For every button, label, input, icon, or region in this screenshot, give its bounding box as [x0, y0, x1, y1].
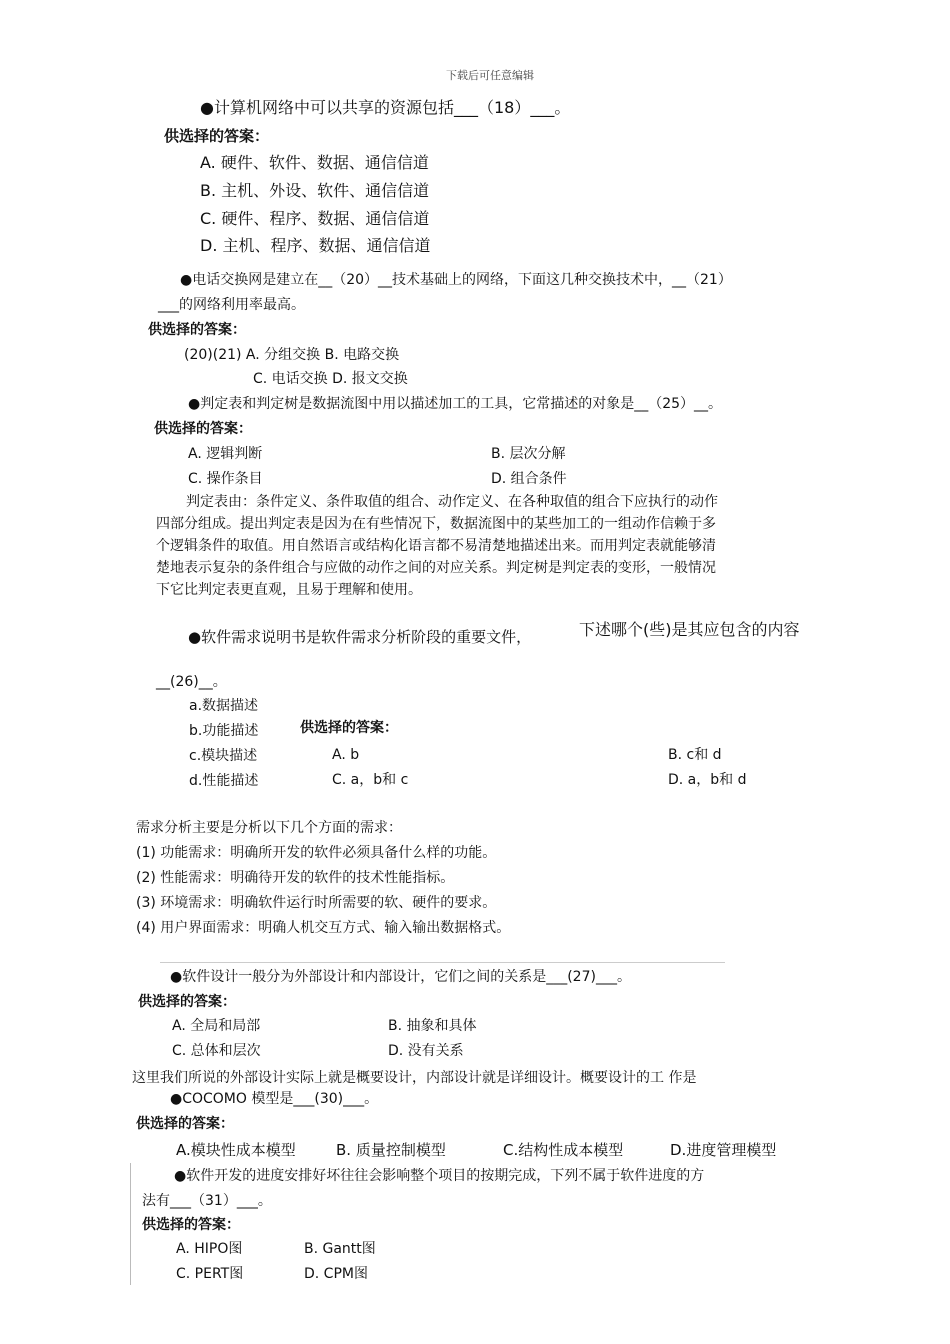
option-d: D.进度管理模型	[670, 1141, 777, 1159]
item-a: a.数据描述	[189, 698, 259, 714]
requirement-item: (4) 用户界面需求：明确人机交互方式、输入输出数据格式。	[136, 920, 511, 936]
question-26-line2: __(26)__。	[156, 674, 227, 690]
question-26-part1: ●软件需求说明书是软件需求分析阶段的重要文件，	[188, 628, 532, 646]
question-31-line1: ●软件开发的进度安排好坏往往会影响整个项目的按期完成，下列不属于软件进度的方	[174, 1168, 705, 1184]
explanation-line: 判定表由：条件定义、条件取值的组合、动作定义、在各种取值的组合下应执行的动作	[186, 494, 718, 510]
option-d: D. CPM图	[304, 1266, 368, 1282]
option-c: C. 硬件、程序、数据、通信信道	[200, 209, 430, 228]
answers-label: 供选择的答案：	[300, 720, 398, 736]
option-b: B. Gantt图	[304, 1241, 376, 1257]
question-20-21-line2: ___的网络利用率最高。	[158, 297, 305, 313]
answers-label: 供选择的答案：	[138, 994, 236, 1010]
option-b: B. c和 d	[668, 747, 722, 763]
option-d: D. 主机、程序、数据、通信信道	[200, 236, 431, 255]
option-a: A. 逻辑判断	[188, 446, 263, 462]
explanation-line: 四部分组成。提出判定表是因为在有些情况下，数据流图中的某些加工的一组动作信赖于多	[156, 516, 716, 532]
option-a: A. HIPO图	[176, 1241, 243, 1257]
explanation-line: 楚地表示复杂的条件组合与应做的动作之间的对应关系。判定树是判定表的变形，一般情况	[156, 560, 716, 576]
question-20-21-line1: ●电话交换网是建立在__（20）__技术基础上的网络，下面这几种交换技术中，__（21）	[180, 272, 732, 288]
option-c: C. 总体和层次	[172, 1043, 261, 1059]
answers-label: 供选择的答案：	[148, 322, 246, 338]
question-30: ●COCOMO 模型是___(30)___。	[170, 1091, 379, 1107]
item-c: c.模块描述	[189, 748, 258, 764]
requirements-intro: 需求分析主要是分析以下几个方面的需求：	[136, 820, 402, 836]
option-d: D. 没有关系	[388, 1043, 464, 1059]
answers-label: 供选择的答案：	[164, 127, 270, 145]
requirement-item: (2) 性能需求：明确待开发的软件的技术性能指标。	[136, 870, 455, 886]
requirement-item: (3) 环境需求：明确软件运行时所需要的软、硬件的要求。	[136, 895, 497, 911]
margin-line	[130, 1163, 131, 1285]
answers-label: 供选择的答案：	[142, 1217, 240, 1233]
question-25: ●判定表和判定树是数据流图中用以描述加工的工具，它常描述的对象是__（25）__。	[188, 396, 723, 412]
question-26-part2: 下述哪个(些)是其应包含的内容	[579, 620, 800, 639]
option-c: C. PERT图	[176, 1266, 244, 1282]
option-b: B. 质量控制模型	[336, 1141, 446, 1159]
option-b: B. 抽象和具体	[388, 1018, 477, 1034]
option-d: D. 组合条件	[491, 471, 567, 487]
option-a: A. 全局和局部	[172, 1018, 261, 1034]
explanation-line: 下它比判定表更直观，且易于理解和使用。	[156, 582, 422, 598]
question-27: ●软件设计一般分为外部设计和内部设计，它们之间的关系是___(27)___。	[170, 969, 631, 985]
option-d: D. a，b和 d	[668, 772, 747, 788]
options-line2: C. 电话交换 D. 报文交换	[253, 371, 408, 387]
option-a: A. 硬件、软件、数据、通信信道	[200, 153, 429, 172]
option-a: A.模块性成本模型	[176, 1141, 296, 1159]
options-line1: (20)(21) A. 分组交换 B. 电路交换	[184, 347, 400, 363]
option-c: C.结构性成本模型	[503, 1141, 624, 1159]
explanation-line: 个逻辑条件的取值。用自然语言或结构化语言都不易清楚地描述出来。而用判定表就能够清	[156, 538, 716, 554]
answers-label: 供选择的答案：	[154, 421, 252, 437]
answers-label: 供选择的答案：	[136, 1116, 234, 1132]
option-c: C. a，b和 c	[332, 772, 409, 788]
page-header: 下载后可任意编辑	[446, 69, 534, 82]
item-b: b.功能描述	[189, 723, 259, 739]
option-b: B. 主机、外设、软件、通信信道	[200, 181, 430, 200]
option-c: C. 操作条目	[188, 471, 263, 487]
question-31-line2: 法有___（31）___。	[142, 1193, 272, 1209]
option-b: B. 层次分解	[491, 446, 566, 462]
requirement-item: (1) 功能需求：明确所开发的软件必须具备什么样的功能。	[136, 845, 497, 861]
item-d: d.性能描述	[189, 773, 259, 789]
option-a: A. b	[332, 747, 360, 763]
design-note: 这里我们所说的外部设计实际上就是概要设计，内部设计就是详细设计。概要设计的工 作是	[132, 1070, 697, 1086]
question-18: ●计算机网络中可以共享的资源包括___（18）___。	[200, 98, 571, 117]
divider	[160, 962, 725, 963]
